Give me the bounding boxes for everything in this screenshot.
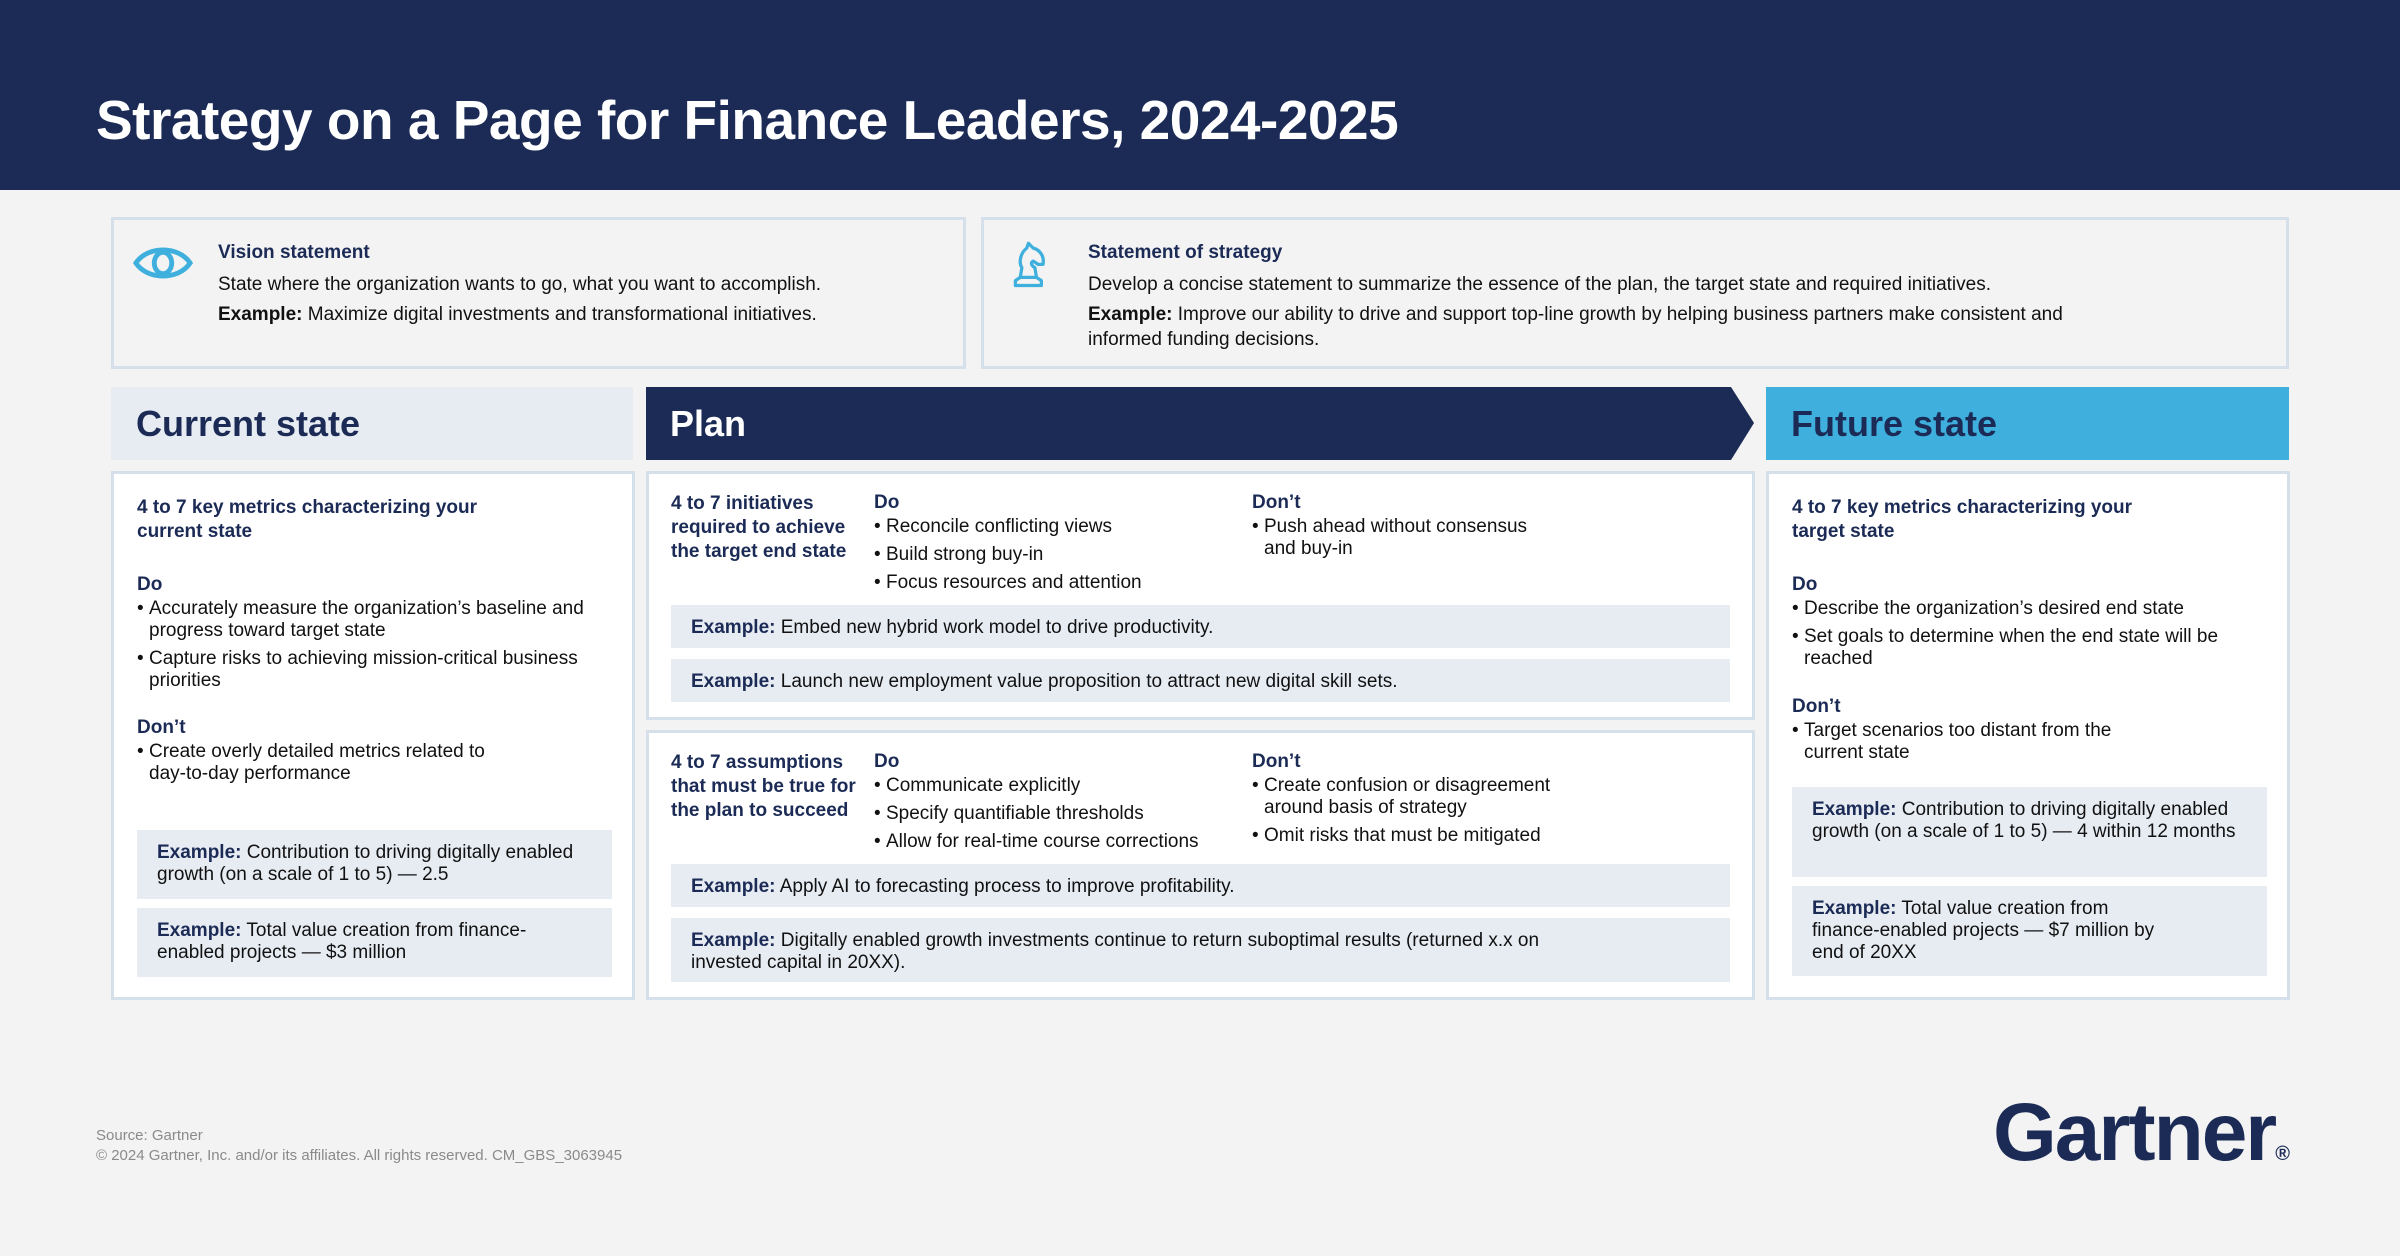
- strategy-title: Statement of strategy: [1088, 242, 1283, 263]
- footer: [96, 1126, 622, 1166]
- vision-title: Vision statement: [218, 242, 370, 263]
- example-text: Total value creation from finance-enabled projects — $7 million by end of 20XX: [1812, 898, 2155, 963]
- registered-mark: ®: [2275, 1143, 2288, 1165]
- initiatives-panel: [646, 471, 1755, 720]
- page-header: [0, 0, 2400, 190]
- example-text: Launch new employment value proposition to attract new digital skill sets.: [775, 671, 1398, 692]
- gartner-logo: [1993, 1086, 2288, 1180]
- example-text: Embed new hybrid work model to drive productivity.: [775, 617, 1214, 638]
- list-item: • Omit risks that must be mitigated: [1252, 825, 1582, 847]
- example-label: Example:: [1812, 799, 1897, 820]
- dont-label: Don’t: [1252, 492, 1301, 513]
- do-label: Do: [1792, 574, 1818, 595]
- page-title: Strategy on a Page for Finance Leaders, 2024-2025: [96, 89, 1399, 151]
- example-label: Example:: [218, 304, 303, 325]
- example-text: Apply AI to forecasting process to improve profitability.: [775, 876, 1235, 897]
- future-state-heading: Future state: [1791, 403, 1998, 444]
- do-label: Do: [874, 751, 900, 772]
- current-state-header: [111, 387, 633, 460]
- list-item: • Describe the organization’s desired end state: [1792, 598, 2262, 620]
- vision-card: [111, 217, 966, 369]
- vision-description: State where the organization wants to go, what you want to accomplish.: [218, 274, 822, 295]
- example-label: Example:: [691, 671, 776, 692]
- dont-list: [1252, 516, 1552, 566]
- do-label: Do: [137, 574, 163, 595]
- example-label: Example:: [157, 920, 242, 941]
- list-item: • Create overly detailed metrics related to day-to-day performance: [137, 741, 517, 785]
- example-box: [1792, 787, 2267, 877]
- list-item: • Push ahead without consensus and buy-in: [1252, 516, 1552, 560]
- copyright-text: © 2024 Gartner, Inc. and/or its affiliates. All rights reserved. CM_GBS_3063945: [96, 1147, 623, 1164]
- example-text: Contribution to driving digitally enabled growth (on a scale of 1 to 5) — 4 within 12 months: [1812, 799, 2236, 842]
- current-state-subtitle: 4 to 7 key metrics characterizing your current state: [137, 497, 478, 542]
- arrow-banner: [646, 387, 1754, 460]
- example-text: Maximize digital investments and transformational initiatives.: [302, 304, 817, 325]
- list-item: • Accurately measure the organization’s baseline and progress toward target state: [137, 598, 607, 642]
- future-state-subtitle: 4 to 7 key metrics characterizing your target state: [1792, 497, 2133, 542]
- logo-text: Gartner: [1993, 1087, 2276, 1178]
- example-box: [1792, 886, 2267, 976]
- list-item: • Specify quantifiable thresholds: [874, 803, 1244, 825]
- list-item: • Reconcile conflicting views: [874, 516, 1234, 538]
- list-item: • Create confusion or disagreement around basis of strategy: [1252, 775, 1582, 819]
- list-item: • Focus resources and attention: [874, 572, 1234, 594]
- do-list: [874, 775, 1244, 859]
- example-label: Example:: [1088, 304, 1173, 325]
- dont-list: [1792, 720, 2152, 770]
- example-box: [137, 908, 612, 977]
- eye-icon: [132, 232, 194, 294]
- example-box: [671, 605, 1730, 648]
- current-state-heading: Current state: [136, 403, 361, 444]
- initiatives-subtitle: 4 to 7 initiatives required to achieve the target end state: [671, 493, 847, 562]
- example-box: [671, 918, 1730, 982]
- dont-label: Don’t: [1252, 751, 1301, 772]
- dont-list: [1252, 775, 1582, 853]
- assumptions-panel: [646, 730, 1755, 1000]
- list-item: • Capture risks to achieving mission-critical business priorities: [137, 648, 607, 692]
- list-item: • Set goals to determine when the end state will be reached: [1792, 626, 2262, 670]
- do-label: Do: [874, 492, 900, 513]
- current-state-panel: [111, 471, 635, 1000]
- example-text: Total value creation from finance-enabled projects — $3 million: [157, 920, 527, 963]
- example-label: Example:: [1812, 898, 1897, 919]
- example-label: Example:: [691, 876, 776, 897]
- example-text: Contribution to driving digitally enabled growth (on a scale of 1 to 5) — 2.5: [157, 842, 574, 885]
- future-state-header: [1766, 387, 2289, 460]
- source-text: Source: Gartner: [96, 1127, 203, 1144]
- vision-example: [218, 302, 817, 327]
- chess-knight-icon: [1004, 236, 1056, 296]
- example-box: [137, 830, 612, 899]
- dont-label: Don’t: [1792, 696, 1841, 717]
- list-item: • Target scenarios too distant from the current state: [1792, 720, 2152, 764]
- future-state-panel: [1766, 471, 2290, 1000]
- do-list: [874, 516, 1234, 600]
- do-list: [1792, 598, 2262, 676]
- example-text: Improve our ability to drive and support top-line growth by helping business partners make consistent and informed funding decisions.: [1088, 304, 2063, 350]
- example-label: Example:: [157, 842, 242, 863]
- example-box: [671, 659, 1730, 702]
- do-list: [137, 598, 607, 698]
- example-label: Example:: [691, 617, 776, 638]
- plan-header: [646, 387, 1754, 460]
- dont-list: [137, 741, 517, 791]
- strategy-example: [1088, 302, 2108, 352]
- list-item: • Allow for real-time course corrections: [874, 831, 1244, 853]
- list-item: • Build strong buy-in: [874, 544, 1234, 566]
- strategy-card: [981, 217, 2289, 369]
- example-box: [671, 864, 1730, 907]
- assumptions-subtitle: 4 to 7 assumptions that must be true for the plan to succeed: [671, 752, 856, 821]
- dont-label: Don’t: [137, 717, 186, 738]
- example-text: Digitally enabled growth investments continue to return suboptimal results (returned x.x on invested capital in 20XX).: [691, 930, 1540, 973]
- list-item: • Communicate explicitly: [874, 775, 1244, 797]
- example-label: Example:: [691, 930, 776, 951]
- plan-heading: Plan: [670, 403, 747, 444]
- strategy-description: Develop a concise statement to summarize the essence of the plan, the target state and required initiatives.: [1088, 274, 1992, 295]
